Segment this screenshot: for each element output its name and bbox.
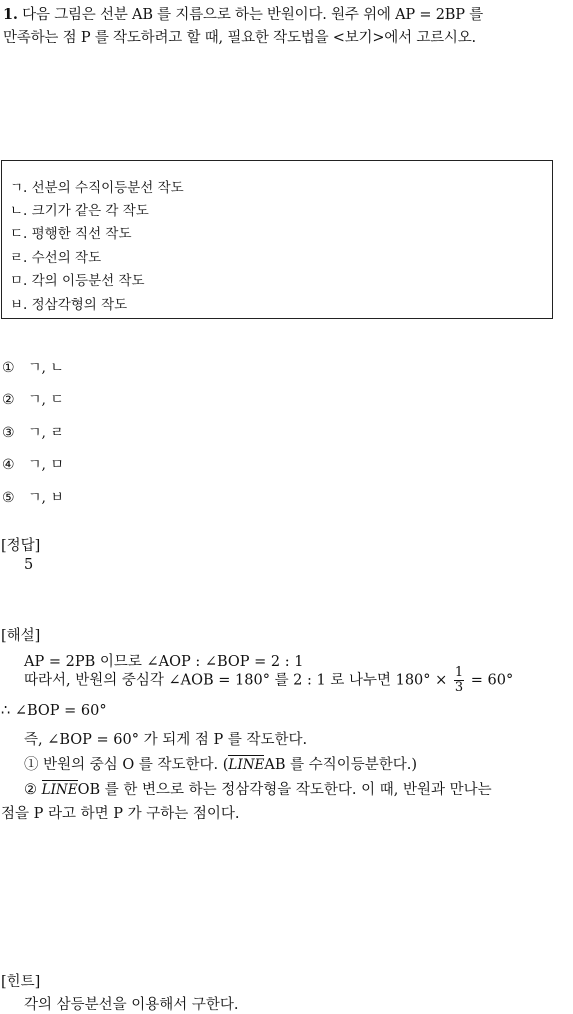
choice-3-text: ㄱ, ㄹ: [28, 425, 64, 441]
hint-label: [힌트]: [1, 974, 41, 990]
fraction-denominator: 3: [454, 680, 464, 695]
hint-text: 각의 삼등분선을 이용해서 구한다.: [24, 997, 239, 1013]
answer-value: 5: [24, 557, 34, 573]
explanation-line-5b: AB 를 수직이등분한다.): [264, 757, 418, 773]
choice-2-text: ㄱ, ㄷ: [28, 392, 64, 408]
choice-4-text: ㄱ, ㅁ: [28, 457, 64, 473]
box-item-5: ㅁ. 각의 이등분선 작도: [10, 273, 145, 289]
explanation-line-5: [24, 753, 417, 774]
box-item-3: ㄷ. 평행한 직선 작도: [10, 226, 132, 242]
explanation-line-5a: ① 반원의 중심 O 를 작도한다. (: [24, 757, 229, 773]
choice-2-mark: ②: [2, 392, 15, 408]
explanation-line-6: [24, 778, 492, 799]
explanation-line-6b: OB 를 한 변으로 하는 정삼각형을 작도한다. 이 때, 반원과 만나는: [77, 782, 492, 798]
choice-1[interactable]: [2, 357, 64, 377]
fraction: [454, 666, 464, 695]
choice-5[interactable]: [2, 487, 64, 507]
explanation-line-1: AP = 2PB 이므로 ∠AOP : ∠BOP = 2 : 1: [24, 654, 304, 670]
question-text-1: 다음 그림은 선분 AB 를 지름으로 하는 반원이다. 원주 위에 AP = 2BP 를: [22, 7, 484, 23]
choice-3-mark: ③: [2, 425, 15, 441]
example-box: [1, 160, 553, 319]
choice-4[interactable]: [2, 454, 64, 474]
answer-label: [정답]: [1, 538, 41, 554]
overline-label-1: LINE: [228, 757, 265, 773]
choice-2[interactable]: [2, 389, 64, 409]
choice-1-mark: ①: [2, 360, 15, 376]
box-item-1: ㄱ. 선분의 수직이등분선 작도: [10, 180, 184, 196]
choice-1-text: ㄱ, ㄴ: [28, 360, 64, 376]
choice-4-mark: ④: [2, 457, 15, 473]
overline-label-2: LINE: [41, 782, 78, 798]
explanation-line-2b: = 60°: [470, 672, 514, 689]
explanation-line-4: 즉, ∠BOP = 60° 가 되게 점 P 를 작도한다.: [24, 732, 308, 748]
explanation-line-2: [24, 666, 513, 695]
question-number: 1.: [3, 6, 18, 23]
explanation-line-7: 점을 P 라고 하면 P 가 구하는 점이다.: [1, 806, 240, 822]
question-line-1: [3, 3, 483, 24]
box-item-6: ㅂ. 정삼각형의 작도: [10, 297, 128, 313]
explanation-line-3: ∴ ∠BOP = 60°: [1, 703, 107, 719]
explanation-label: [해설]: [1, 628, 41, 644]
box-item-4: ㄹ. 수선의 작도: [10, 250, 102, 266]
choice-5-text: ㄱ, ㅂ: [28, 490, 64, 506]
fraction-numerator: 1: [454, 665, 464, 680]
question-line-2: 만족하는 점 P 를 작도하려고 할 때, 필요한 작도법을 <보기>에서 고르시오.: [3, 30, 476, 46]
explanation-line-2a: 따라서, 반원의 중심각 ∠AOB = 180° 를 2 : 1 로 나누면 180° ×: [24, 672, 448, 689]
explanation-line-6a: ②: [24, 782, 37, 798]
box-item-2: ㄴ. 크기가 같은 각 작도: [10, 203, 149, 219]
choice-3[interactable]: [2, 422, 64, 442]
choice-5-mark: ⑤: [2, 490, 15, 506]
